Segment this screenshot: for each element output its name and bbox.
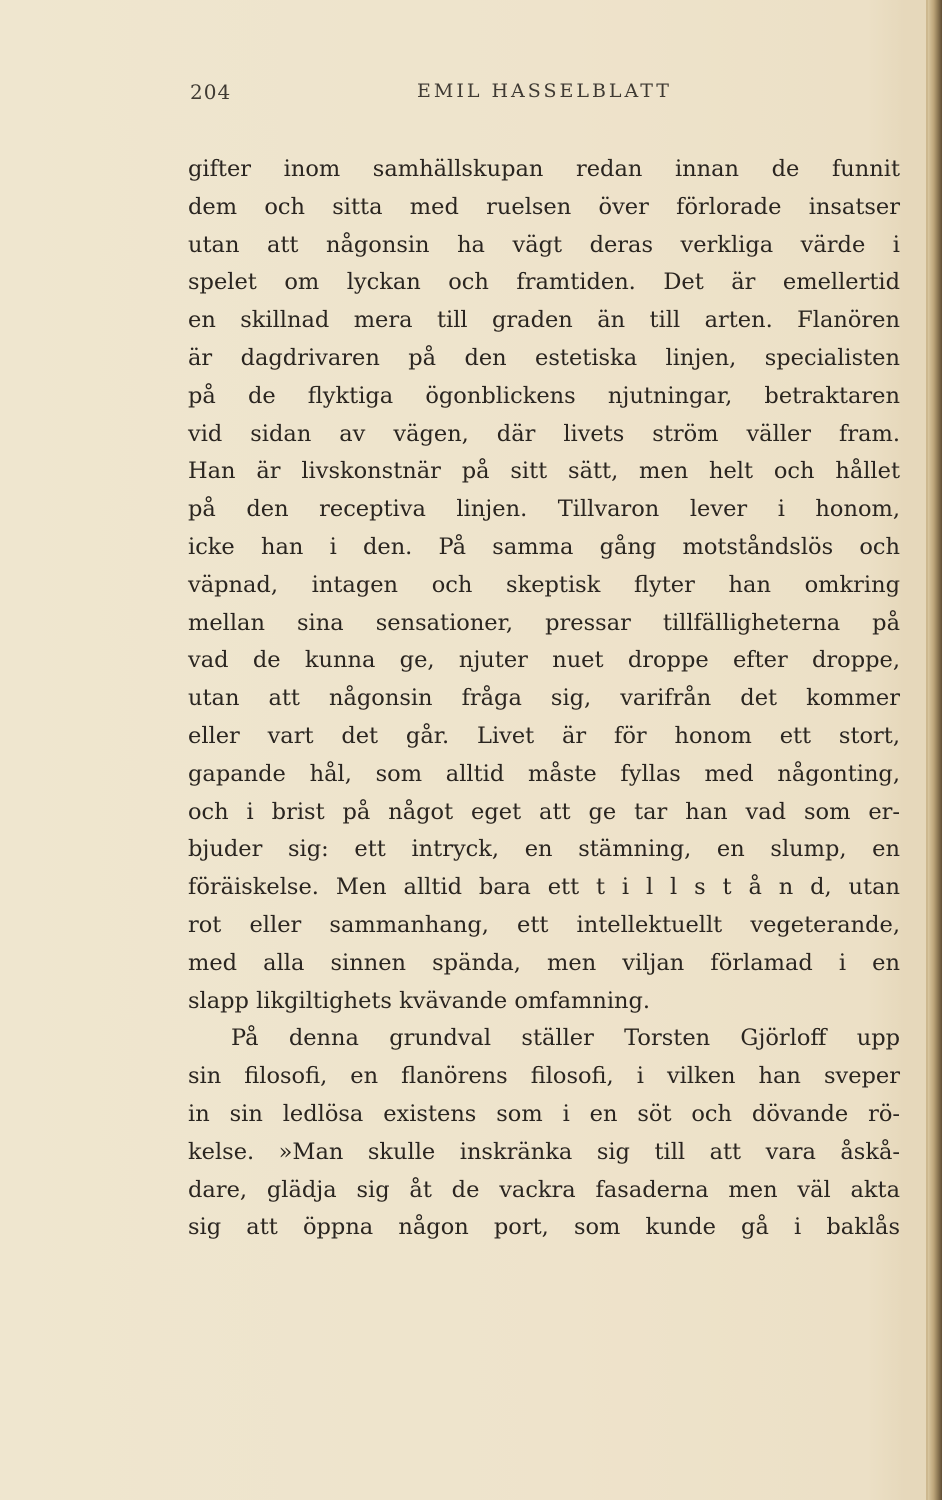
text-line: Han är livskonstnär på sitt sätt, men helt och hållet [188,458,900,485]
text-line: en skillnad mera till graden än till arten. Flanören [188,307,900,334]
text-line: sin filosofi, en flanörens filosofi, i vilken han sveper [188,1063,900,1090]
paragraph-end-line: slapp likgiltighets kvävande omfamning. [188,987,651,1014]
text-line: utan att någonsin ha vägt deras verkliga värde i [188,231,900,258]
text-line: icke han i den. På samma gång motståndslös och [188,533,900,560]
text-line: kelse. »Man skulle inskränka sig till att vara åskå- [188,1138,900,1165]
text-line: gifter inom samhällskupan redan innan de funnit [188,156,900,182]
text-line: föräiskelse. Men alltid bara ett t i l l s t å n d, utan [188,874,900,901]
text-line: rot eller sammanhang, ett intellektuellt vegeterande, [188,911,900,938]
running-head: EMIL HASSELBLATT [417,80,672,102]
text-line: och i brist på något eget att ge tar han vad som er- [188,798,900,825]
text-line: på den receptiva linjen. Tillvaron lever i honom, [188,496,900,523]
text-line: utan att någonsin fråga sig, varifrån det kommer [188,685,900,712]
page-edge-shadow [928,0,942,1500]
text-line: sig att öppna någon port, som kunde gå i baklås [188,1214,900,1241]
text-line: väpnad, intagen och skeptisk flyter han omkring [188,571,900,598]
page-header [190,80,900,110]
body-text [188,151,900,1247]
text-line: vid sidan av vägen, där livets ström väller fram. [188,420,900,447]
text-line: vad de kunna ge, njuter nuet droppe efter droppe, [188,647,900,674]
text-line: bjuder sig: ett intryck, en stämning, en slump, en [188,836,900,863]
text-line: eller vart det går. Livet är för honom ett stort, [188,722,900,749]
text-line: gapande hål, som alltid måste fyllas med någonting, [188,760,900,787]
paragraph-start-line: På denna grundval ställer Torsten Gjörloff upp [231,1025,900,1052]
text-line: spelet om lyckan och framtiden. Det är emellertid [188,269,900,296]
text-line: är dagdrivaren på den estetiska linjen, specialisten [188,344,900,371]
text-line: mellan sina sensationer, pressar tillfälligheterna på [188,609,900,636]
text-line: dare, glädja sig åt de vackra fasaderna men väl akta [188,1176,900,1203]
page-number: 204 [190,80,232,104]
text-line: på de flyktiga ögonblickens njutningar, betraktaren [188,382,900,409]
text-line: dem och sitta med ruelsen över förlorade insatser [188,193,900,220]
text-line: med alla sinnen spända, men viljan förlamad i en [188,949,900,976]
text-line: in sin ledlösa existens som i en söt och dövande rö- [188,1100,900,1127]
